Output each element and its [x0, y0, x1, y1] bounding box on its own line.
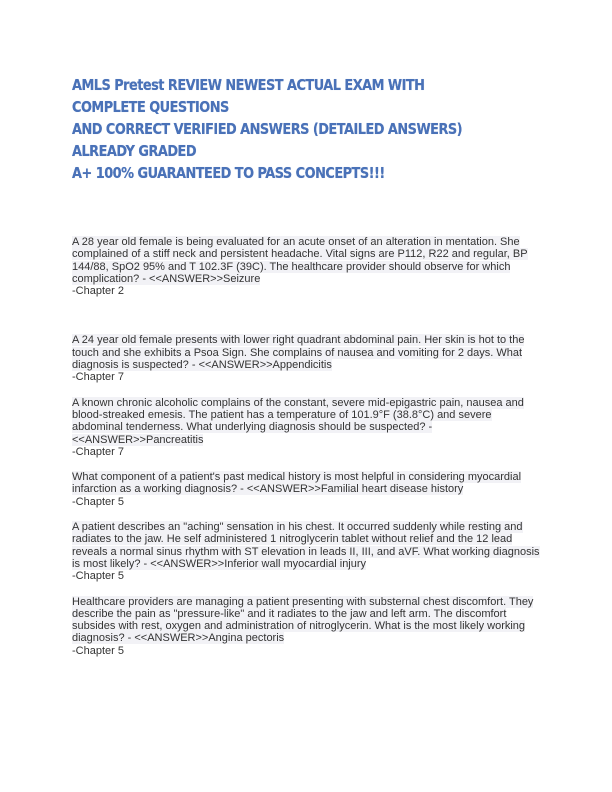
document-title	[72, 74, 476, 184]
question-item	[72, 471, 542, 508]
chapter-reference: -Chapter 5	[72, 570, 124, 583]
title-line-2: AND CORRECT VERIFIED ANSWERS (DETAILED ANSWERS) ALREADY GRADED	[72, 120, 463, 160]
title-line-3: A+ 100% GUARANTEED TO PASS CONCEPTS!!!	[72, 164, 385, 182]
question-item	[72, 334, 542, 383]
chapter-reference: -Chapter 7	[72, 445, 124, 458]
question-item	[72, 596, 542, 657]
chapter-reference: -Chapter 7	[72, 371, 124, 384]
question-text: What component of a patient's past medical history is most helpful in considering myocardial infarction as a working diagnosis? - <<ANSWER>>Familial heart disease history	[72, 471, 522, 496]
question-text: A patient describes an "aching" sensation in his chest. It occurred suddenly while resting and radiates to the jaw. He self administered 1 nitroglycerin tablet without relief and the 12 lead reveals a normal sinus rhythm with ST elevation in leads II, III, and aVF. What working diagnosis is most likely? - <<ANSWER>>Inferior wall myocardial injury	[72, 521, 540, 570]
question-text: A 24 year old female presents with lower right quadrant abdominal pain. Her skin is hot to the touch and she exhibits a Psoa Sign. She complains of nausea and vomiting for 2 days. What diagnosis is suspected? - <<ANSWER>>Appendicitis	[72, 334, 525, 372]
title-line-1: AMLS Pretest REVIEW NEWEST ACTUAL EXAM WITH COMPLETE QUESTIONS	[72, 76, 425, 116]
chapter-reference: -Chapter 5	[72, 644, 124, 657]
question-item	[72, 236, 542, 297]
question-text: Healthcare providers are managing a patient presenting with substernal chest discomfort. They describe the pain as "pressure-like" and it radiates to the jaw and left arm. The discomfort subsides with rest, oxygen and administration of nitroglycerin. What is the most likely working diagnosis? - <<ANSWER>>Angina pectoris	[72, 595, 534, 645]
question-item	[72, 397, 542, 458]
question-text: A known chronic alcoholic complains of the constant, severe mid-epigastric pain, nausea and blood-streaked emesis. The patient has a temperature of 101.9°F (38.8°C) and severe abdominal tenderness. What underlying diagnosis should be suspected? - <<ANSWER>>Pancreatitis	[72, 396, 524, 446]
question-list	[72, 236, 542, 657]
question-item	[72, 521, 542, 582]
chapter-reference: -Chapter 2	[72, 285, 124, 298]
chapter-reference: -Chapter 5	[72, 495, 124, 508]
question-text: A 28 year old female is being evaluated for an acute onset of an alteration in mentation. She complained of a stiff neck and persistent headache. Vital signs are P112, R22 and regular, BP 144/88, SpO2 95% and T 102.3F (39C). The healthcare provider should observe for which complication? - <<ANSWER>>Seizure	[72, 236, 528, 285]
